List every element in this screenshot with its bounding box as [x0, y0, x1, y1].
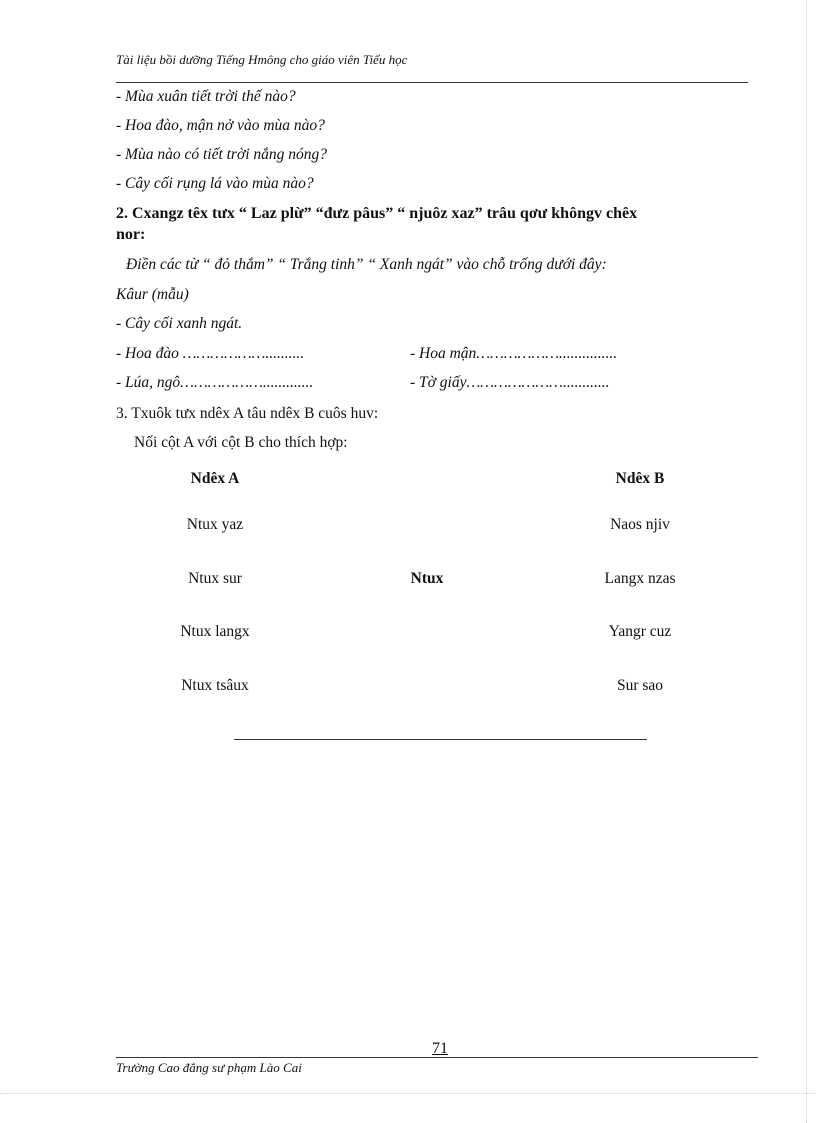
example-sentence: - Cây cối xanh ngát.: [116, 315, 243, 332]
question-3: - Mùa nào có tiết trời nắng nóng?: [116, 146, 328, 163]
fill-plum-blossom: - Hoa mận………………...............: [410, 345, 618, 362]
question-2: - Hoa đào, mận nở vào mùa nào?: [116, 117, 325, 134]
fill-peach-blossom: - Hoa đào ………………..........: [116, 345, 305, 362]
column-a-item: Ntux sur: [188, 570, 242, 587]
column-a-item: Ntux tsâux: [181, 677, 249, 694]
fill-rice-corn: - Lúa, ngô……………….............: [116, 374, 314, 391]
column-b-item: Yangr cuz: [608, 623, 672, 640]
column-b-item: Naos njiv: [610, 516, 670, 533]
center-word: Ntux: [410, 570, 444, 587]
example-label: Kâur (mẫu): [116, 286, 189, 303]
exercise-3-instruction: Nối cột A với cột B cho thích hợp:: [134, 434, 348, 451]
page-number: 71: [432, 1040, 448, 1057]
exercise-2-title: 2. Cxangz têx tưx “ Laz plừ” “đưz pâus” “ njuôz xaz” trâu qơư khôngv chêx: [116, 205, 638, 222]
exercise-2-title-cont: nor:: [116, 226, 146, 243]
column-a-item: Ntux yaz: [186, 516, 244, 533]
header-rule: [116, 82, 748, 83]
column-a-item: Ntux langx: [180, 623, 250, 640]
page-footer: Trường Cao đẳng sư phạm Lào Cai: [116, 1060, 302, 1075]
page-edge-dotted-line: [0, 1093, 816, 1094]
question-1: - Mùa xuân tiết trời thế nào?: [116, 88, 296, 105]
section-end-rule: [234, 739, 647, 740]
question-4: - Cây cối rụng lá vào mùa nào?: [116, 175, 314, 192]
exercise-3-title: 3. Txuôk tưx ndêx A tâu ndêx B cuôs huv:: [116, 405, 379, 422]
column-b-header: Ndêx B: [615, 470, 665, 487]
page-header: Tài liệu bồi dưỡng Tiếng Hmông cho giáo viên Tiểu học: [116, 52, 408, 67]
exercise-2-instruction: Điền các từ “ đỏ thắm” “ Trắng tinh” “ Xanh ngát” vào chỗ trống dưới đây:: [126, 256, 607, 273]
page-edge-dotted-line-vertical: [806, 0, 807, 1123]
column-a-header: Ndêx A: [190, 470, 240, 487]
column-b-item: Langx nzas: [604, 570, 676, 587]
fill-paper: - Tờ giấy…………………............: [410, 374, 610, 391]
column-b-item: Sur sao: [616, 677, 664, 694]
